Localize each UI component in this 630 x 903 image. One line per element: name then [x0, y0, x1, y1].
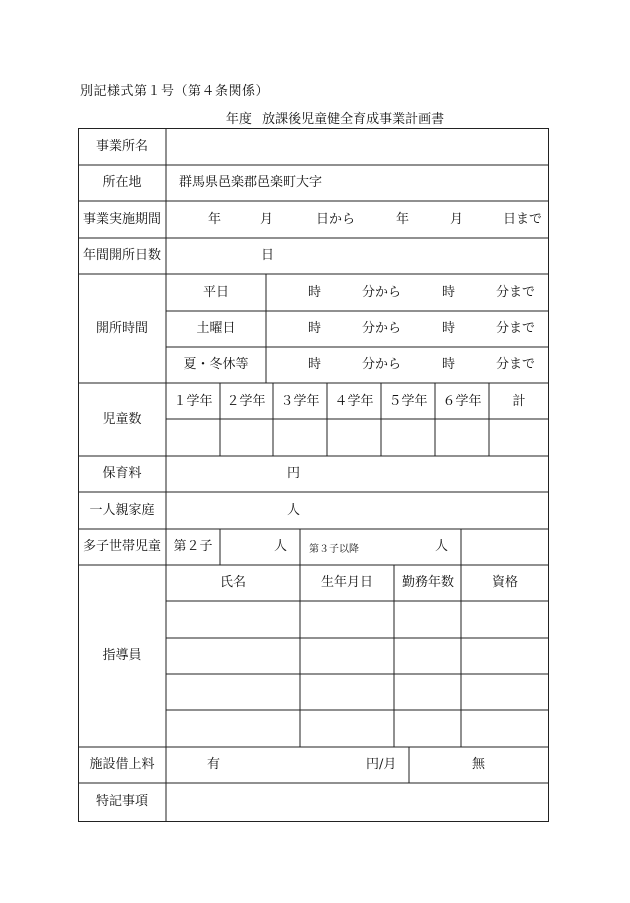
location-label: 所在地 [102, 175, 142, 190]
hours-weekday-hour: 時 [308, 285, 322, 300]
period-to: 日まで [503, 212, 543, 227]
fee-label: 保育料 [102, 466, 142, 481]
staff-name-header: 氏名 [219, 575, 247, 590]
hours-saturday-label: 土曜日 [196, 321, 236, 336]
fee-unit: 円 [287, 466, 301, 481]
hours-saturday-to: 分まで [496, 321, 536, 336]
hours-saturday-hour: 時 [308, 321, 322, 336]
grade-6-header: ６学年 [442, 394, 482, 409]
hours-weekday-label: 平日 [202, 285, 230, 300]
period-label: 事業実施期間 [82, 212, 162, 227]
hours-holiday-hour2: 時 [442, 357, 456, 372]
hours-weekday-from: 分から [362, 285, 402, 300]
title-text: 放課後児童健全育成事業計画書 [262, 112, 445, 127]
hours-weekday-hour2: 時 [442, 285, 456, 300]
facility-fee-no: 無 [472, 757, 486, 772]
table-grid [78, 128, 550, 823]
third-child-label: 第３子以降 [309, 544, 359, 555]
facility-fee-yes: 有 [207, 757, 221, 772]
grade-total-header: 計 [512, 394, 526, 409]
hours-holiday-to: 分まで [496, 357, 536, 372]
hours-label: 開所時間 [95, 321, 149, 336]
grade-1-header: １学年 [173, 394, 213, 409]
staff-years-header: 勤務年数 [401, 575, 455, 590]
title-year: 年度 [225, 112, 252, 127]
plan-form-table [78, 128, 549, 822]
staff-birthdate-header: 生年月日 [320, 575, 374, 590]
period-from: 日から [316, 212, 356, 227]
hours-holiday-from: 分から [362, 357, 402, 372]
location-value: 群馬県邑楽郡邑楽町大字 [179, 175, 323, 190]
third-child-unit: 人 [435, 539, 449, 554]
notes-label: 特記事項 [95, 794, 149, 809]
staff-qualification-header: 資格 [491, 575, 519, 590]
grade-3-header: ３学年 [280, 394, 320, 409]
form-title [0, 108, 630, 127]
form-id: 別記様式第１号（第４条関係） [80, 84, 270, 99]
single-parent-unit: 人 [287, 503, 301, 518]
hours-holiday-hour: 時 [308, 357, 322, 372]
children-label: 児童数 [102, 412, 142, 427]
multi-child-label: 多子世帯児童 [82, 539, 162, 554]
period-year2: 年 [396, 212, 410, 227]
hours-weekday-to: 分まで [496, 285, 536, 300]
grade-4-header: ４学年 [334, 394, 374, 409]
office-name-label: 事業所名 [95, 139, 149, 154]
facility-fee-label: 施設借上料 [89, 757, 155, 772]
grade-2-header: ２学年 [226, 394, 266, 409]
annual-days-unit: 日 [261, 248, 275, 263]
annual-days-label: 年間開所日数 [82, 248, 162, 263]
period-month: 月 [260, 212, 274, 227]
facility-fee-unit: 円/月 [366, 757, 397, 772]
hours-saturday-hour2: 時 [442, 321, 456, 336]
hours-holiday-label: 夏・冬休等 [183, 357, 249, 372]
second-child-unit: 人 [274, 539, 288, 554]
hours-saturday-from: 分から [362, 321, 402, 336]
period-year: 年 [208, 212, 222, 227]
grade-5-header: ５学年 [388, 394, 428, 409]
second-child-label: 第２子 [173, 539, 213, 554]
period-month2: 月 [450, 212, 464, 227]
single-parent-label: 一人親家庭 [89, 503, 155, 518]
staff-label: 指導員 [102, 648, 142, 663]
